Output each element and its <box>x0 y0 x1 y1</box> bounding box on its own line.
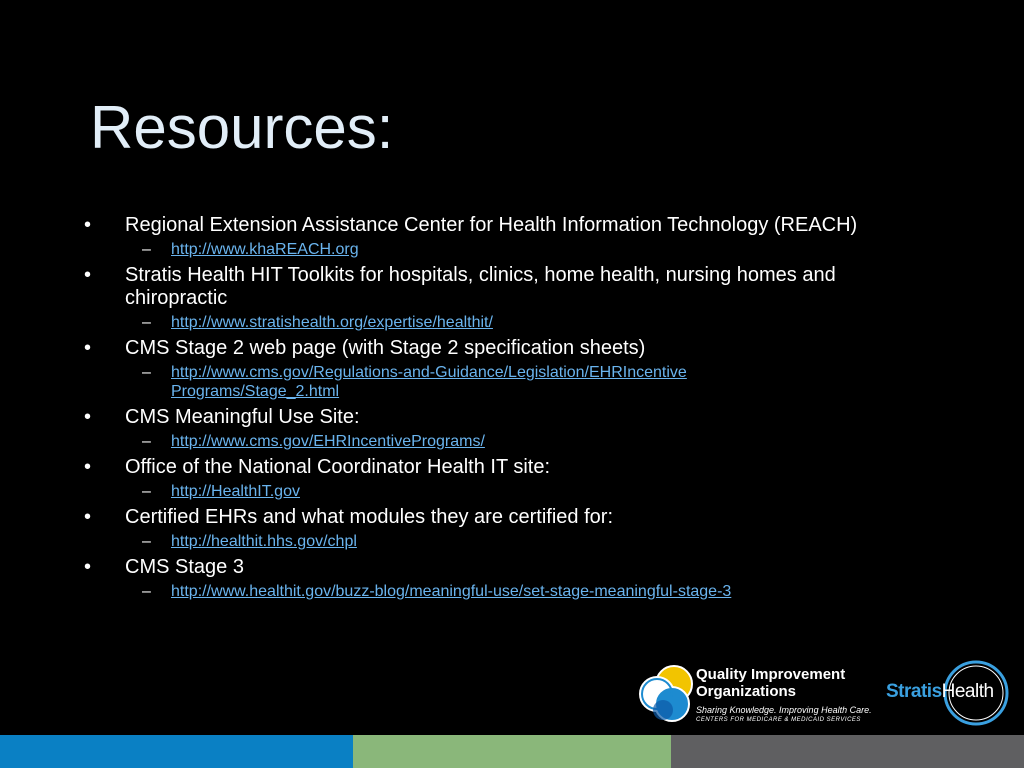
qio-line2: Organizations <box>696 683 797 700</box>
bottom-color-bar <box>0 735 1024 768</box>
dash-icon: – <box>142 433 151 450</box>
list-item <box>84 337 904 360</box>
dash-icon: – <box>142 483 151 500</box>
dash-icon: – <box>142 314 151 331</box>
sub-item <box>142 532 904 551</box>
bullet-icon: • <box>84 456 92 478</box>
dash-icon: – <box>142 583 151 600</box>
stratis-part2: Health <box>941 681 994 702</box>
list-item <box>84 406 904 429</box>
bullet-icon: • <box>84 214 92 236</box>
slide-title: Resources: <box>90 94 394 161</box>
dash-icon: – <box>142 533 151 550</box>
item-text: Office of the National Coordinator Health IT site: <box>125 456 551 478</box>
qio-line1: Quality Improvement <box>696 666 846 683</box>
sub-item <box>142 363 904 401</box>
stratis-part1: Stratis <box>886 681 942 702</box>
sub-item <box>142 482 904 501</box>
bullet-icon: • <box>84 264 92 286</box>
item-text: Certified EHRs and what modules they are certified for: <box>125 506 613 528</box>
sub-item <box>142 432 904 451</box>
dash-icon: – <box>142 364 151 381</box>
item-text: Stratis Health HIT Toolkits for hospitals, clinics, home health, nursing homes and chiropractic <box>125 264 836 309</box>
resource-link[interactable]: http://www.stratishealth.org/expertise/healthit/ <box>171 314 493 331</box>
item-text: CMS Stage 3 <box>125 556 244 578</box>
list-item <box>84 456 904 479</box>
bullet-icon: • <box>84 556 92 578</box>
bullet-icon: • <box>84 506 92 528</box>
sub-item <box>142 240 904 259</box>
dash-icon: – <box>142 241 151 258</box>
qio-circles-icon <box>638 664 698 726</box>
item-text: Regional Extension Assistance Center for Health Information Technology (REACH) <box>125 214 858 236</box>
resource-link[interactable]: http://www.healthit.gov/buzz-blog/meaningful-use/set-stage-meaningful-stage-3 <box>171 583 732 600</box>
qio-cms: CENTERS FOR MEDICARE & MEDICAID SERVICES <box>696 717 861 723</box>
resource-link[interactable]: http://www.cms.gov/Regulations-and-Guidance/Legislation/EHRIncentivePrograms/Stage_2.html <box>171 364 687 400</box>
sub-item <box>142 582 904 601</box>
bar-blue <box>0 735 353 768</box>
resource-link[interactable]: http://www.cms.gov/EHRIncentivePrograms/ <box>171 433 485 450</box>
list-item <box>84 506 904 529</box>
bar-gray <box>671 735 1024 768</box>
stratis-health-logo <box>886 659 1012 727</box>
sub-item <box>142 313 904 332</box>
resource-link[interactable]: http://www.khaREACH.org <box>171 241 359 258</box>
resource-list <box>84 214 904 601</box>
list-item <box>84 264 904 310</box>
list-item <box>84 214 904 237</box>
bar-green <box>353 735 671 768</box>
resource-link[interactable]: http://HealthIT.gov <box>171 483 300 500</box>
list-item <box>84 556 904 579</box>
qio-tagline: Sharing Knowledge. Improving Health Care. <box>696 705 872 715</box>
bullet-icon: • <box>84 337 92 359</box>
qio-logo <box>638 660 878 730</box>
item-text: CMS Meaningful Use Site: <box>125 406 360 428</box>
bullet-icon: • <box>84 406 92 428</box>
item-text: CMS Stage 2 web page (with Stage 2 specification sheets) <box>125 337 646 359</box>
resource-link[interactable]: http://healthit.hhs.gov/chpl <box>171 533 357 550</box>
